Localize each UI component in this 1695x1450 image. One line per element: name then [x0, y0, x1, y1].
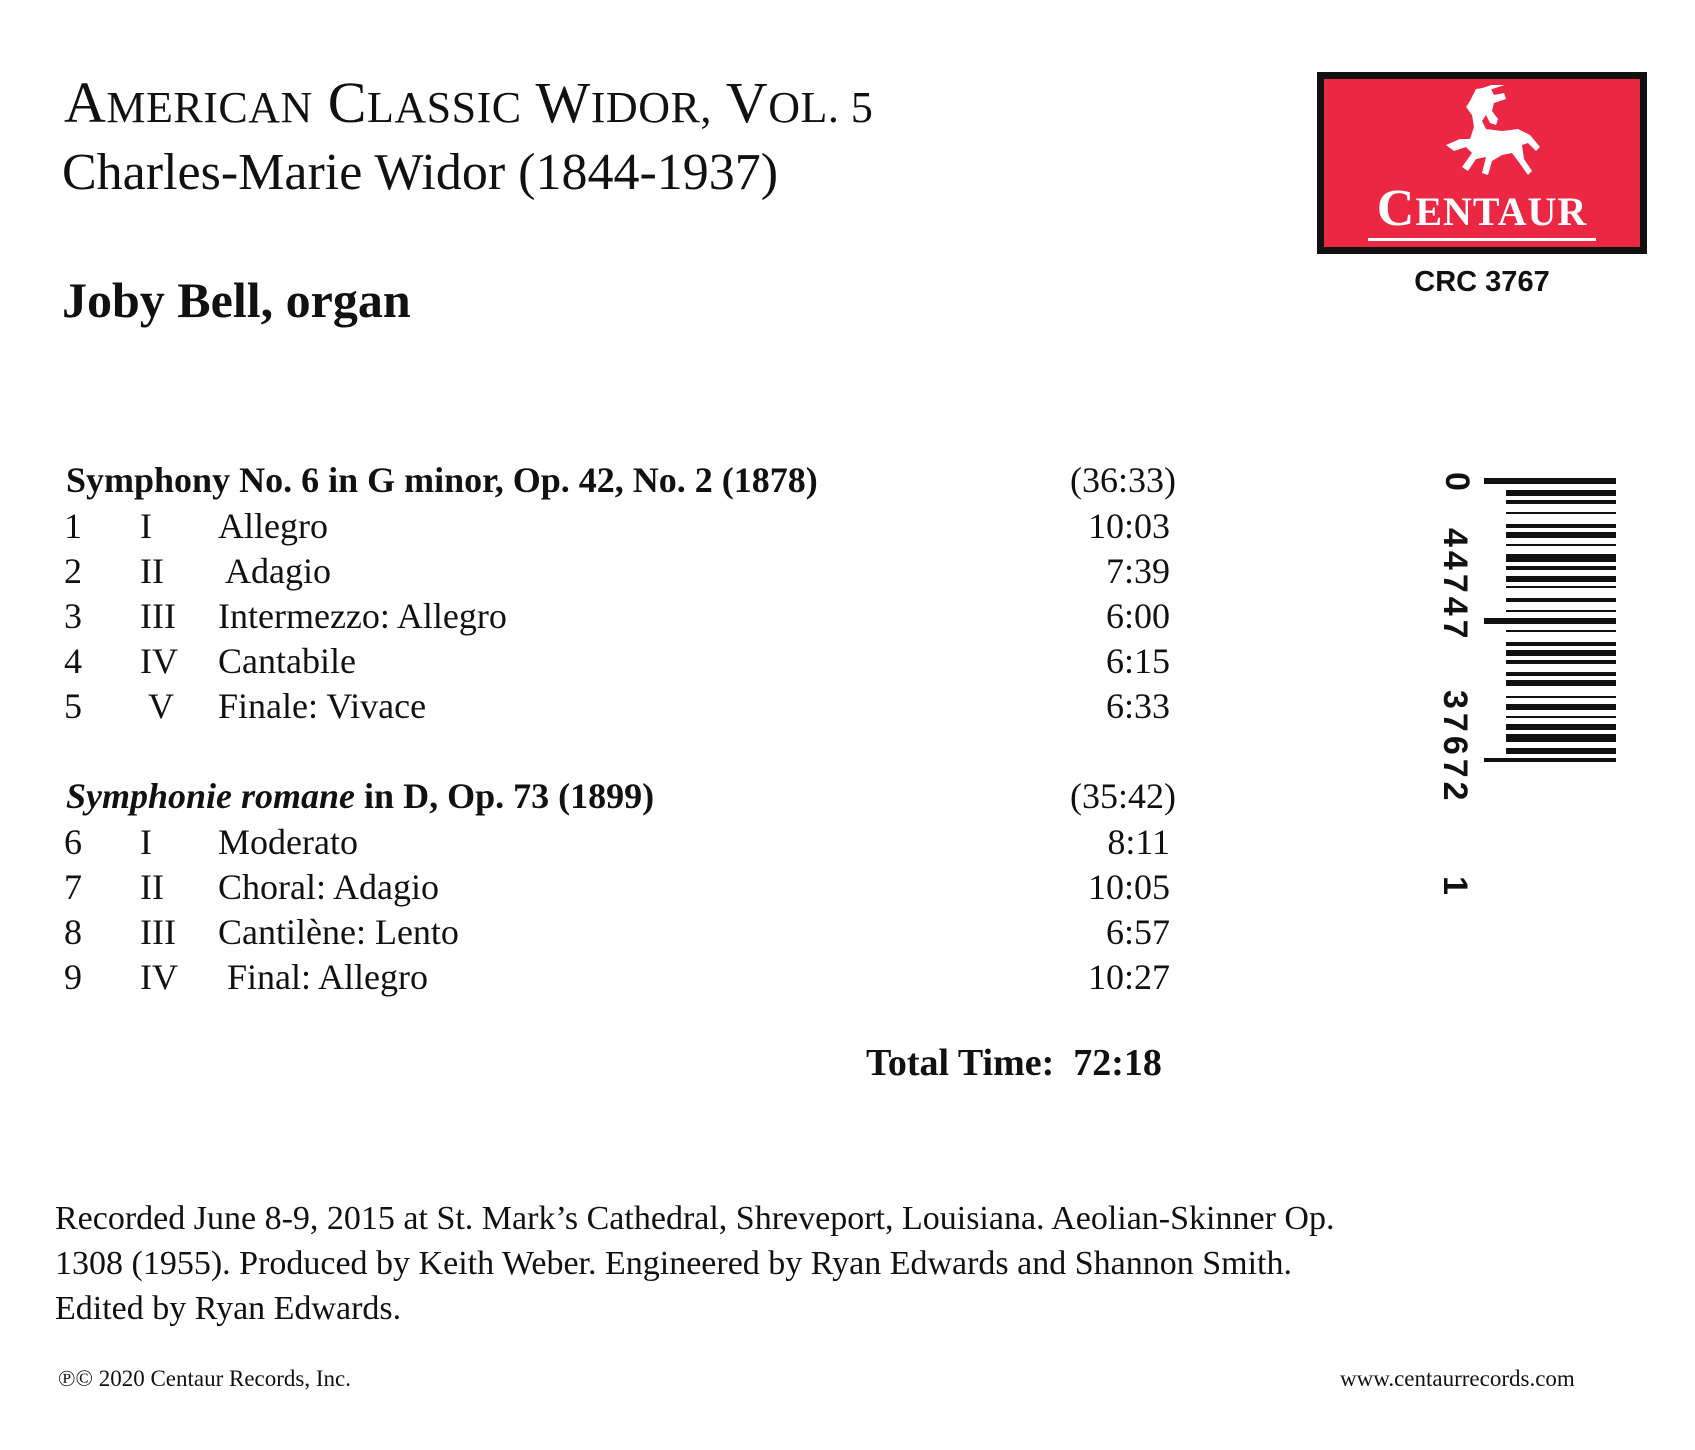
title-initial-v: V	[725, 70, 769, 135]
title-initial-w: W	[535, 70, 591, 135]
label-initial: C	[1376, 180, 1416, 237]
catalog-number: CRC 3767	[1414, 266, 1550, 298]
track-time: 7:39	[1105, 551, 1170, 591]
barcode-bar	[1506, 554, 1616, 562]
title-part-1: MERICAN	[106, 83, 313, 132]
track-time: 6:15	[1105, 641, 1170, 681]
barcode-bar	[1506, 598, 1616, 602]
title-part-4: OL. 5	[768, 83, 874, 132]
track-number: 4	[64, 641, 82, 681]
track-title: Adagio	[218, 551, 331, 591]
track-movement: II	[140, 867, 164, 907]
barcode-bar	[1506, 630, 1616, 632]
track-movement: III	[140, 596, 176, 636]
barcode-digit-trailing: 1	[1436, 876, 1474, 895]
work-duration-2: (35:42)	[1070, 776, 1176, 816]
track-number: 8	[64, 912, 82, 952]
track-time: 6:57	[1105, 912, 1170, 952]
barcode-bar	[1484, 618, 1616, 624]
label-name-rest: ENTAUR	[1415, 189, 1588, 234]
centaur-icon	[1432, 85, 1552, 189]
barcode-bar	[1484, 478, 1616, 484]
barcode-bar	[1506, 696, 1616, 698]
recording-credits: Recorded June 8-9, 2015 at St. Mark’s Cathedral, Shreveport, Louisiana. Aeolian-Skinner Op. 1308 (1955). Produced by Keith Weber. Engineered by Ryan Edwards and Shannon Smith. Edited by Ryan Edwards.	[55, 1200, 1335, 1327]
track-number: 2	[64, 551, 82, 591]
track-movement: IV	[140, 641, 178, 681]
track-title: Finale: Vivace	[218, 686, 427, 726]
centaur-logo	[1317, 72, 1647, 254]
work-heading-text: in D, Op. 73 (1899)	[355, 776, 655, 816]
track-number: 9	[64, 957, 82, 997]
work-heading-italic: Symphonie romane	[66, 776, 356, 816]
track-movement: III	[140, 912, 176, 952]
track-title: Choral: Adagio	[218, 867, 439, 907]
barcode-bar	[1506, 524, 1616, 528]
work-duration-1: (36:33)	[1070, 460, 1176, 500]
barcode-bar	[1506, 576, 1616, 582]
barcode-bar	[1506, 716, 1616, 718]
track-movement: IV	[140, 957, 178, 997]
work-heading-1	[66, 458, 818, 502]
barcode-bar	[1506, 512, 1616, 514]
barcode-bar	[1484, 758, 1616, 762]
work-heading-text: Symphony No. 6 in G minor, Op. 42, No. 2 (1878)	[66, 460, 818, 500]
barcode-bar	[1506, 532, 1616, 538]
track-number: 3	[64, 596, 82, 636]
barcode-digits-group1: 44747	[1436, 528, 1474, 643]
total-time-value: 72:18	[1073, 1042, 1162, 1084]
track-title: Allegro	[218, 506, 328, 546]
track-time: 10:05	[1087, 867, 1170, 907]
barcode-bar	[1506, 500, 1616, 504]
barcode-bar	[1506, 490, 1616, 496]
label-name	[1324, 182, 1640, 239]
work-heading-2	[66, 774, 654, 818]
barcode-bar	[1506, 586, 1616, 588]
barcode-bar	[1506, 748, 1616, 754]
track-time: 10:03	[1087, 506, 1170, 546]
barcode-bar	[1506, 680, 1616, 686]
barcode-bar	[1506, 642, 1616, 646]
barcode-bar	[1506, 650, 1616, 656]
track-number: 1	[64, 506, 82, 546]
copyright-notice: ℗© 2020 Centaur Records, Inc.	[58, 1366, 351, 1391]
track-movement: I	[140, 506, 152, 546]
barcode-digits-group2: 37672	[1436, 690, 1474, 805]
title-part-2: LASSIC	[366, 83, 522, 132]
barcode-bar	[1506, 734, 1616, 742]
barcode-bar	[1506, 610, 1616, 612]
title-part-3: IDOR,	[590, 83, 712, 132]
website-url: www.centaurrecords.com	[1340, 1366, 1575, 1391]
total-time-label: Total Time:	[866, 1042, 1055, 1084]
barcode-bar	[1506, 660, 1616, 664]
track-number: 5	[64, 686, 82, 726]
track-time: 6:00	[1105, 596, 1170, 636]
barcode-bar	[1506, 704, 1616, 710]
track-movement: II	[140, 551, 164, 591]
track-title: Final: Allegro	[218, 957, 428, 997]
barcode-bar	[1506, 566, 1616, 570]
barcode	[1436, 448, 1616, 928]
total-time	[866, 1040, 1162, 1086]
track-title: Moderato	[218, 822, 358, 862]
barcode-bar	[1506, 544, 1616, 546]
title-initial-a: A	[64, 70, 107, 135]
track-movement: I	[140, 822, 152, 862]
track-title: Cantabile	[218, 641, 356, 681]
album-title	[64, 66, 873, 145]
barcode-digit-leading: 0	[1438, 472, 1476, 491]
title-initial-c: C	[327, 70, 367, 135]
barcode-bars	[1484, 478, 1616, 762]
composer-line: Charles-Marie Widor (1844-1937)	[62, 144, 779, 201]
barcode-bar	[1506, 672, 1616, 676]
track-title: Intermezzo: Allegro	[218, 596, 507, 636]
track-time: 8:11	[1107, 822, 1170, 862]
track-number: 6	[64, 822, 82, 862]
track-number: 7	[64, 867, 82, 907]
performer-line: Joby Bell, organ	[62, 272, 411, 328]
track-time: 10:27	[1087, 957, 1170, 997]
track-time: 6:33	[1105, 686, 1170, 726]
barcode-bar	[1506, 724, 1616, 730]
track-title: Cantilène: Lento	[218, 912, 459, 952]
track-movement: V	[148, 686, 174, 726]
logo-underline	[1368, 238, 1596, 241]
